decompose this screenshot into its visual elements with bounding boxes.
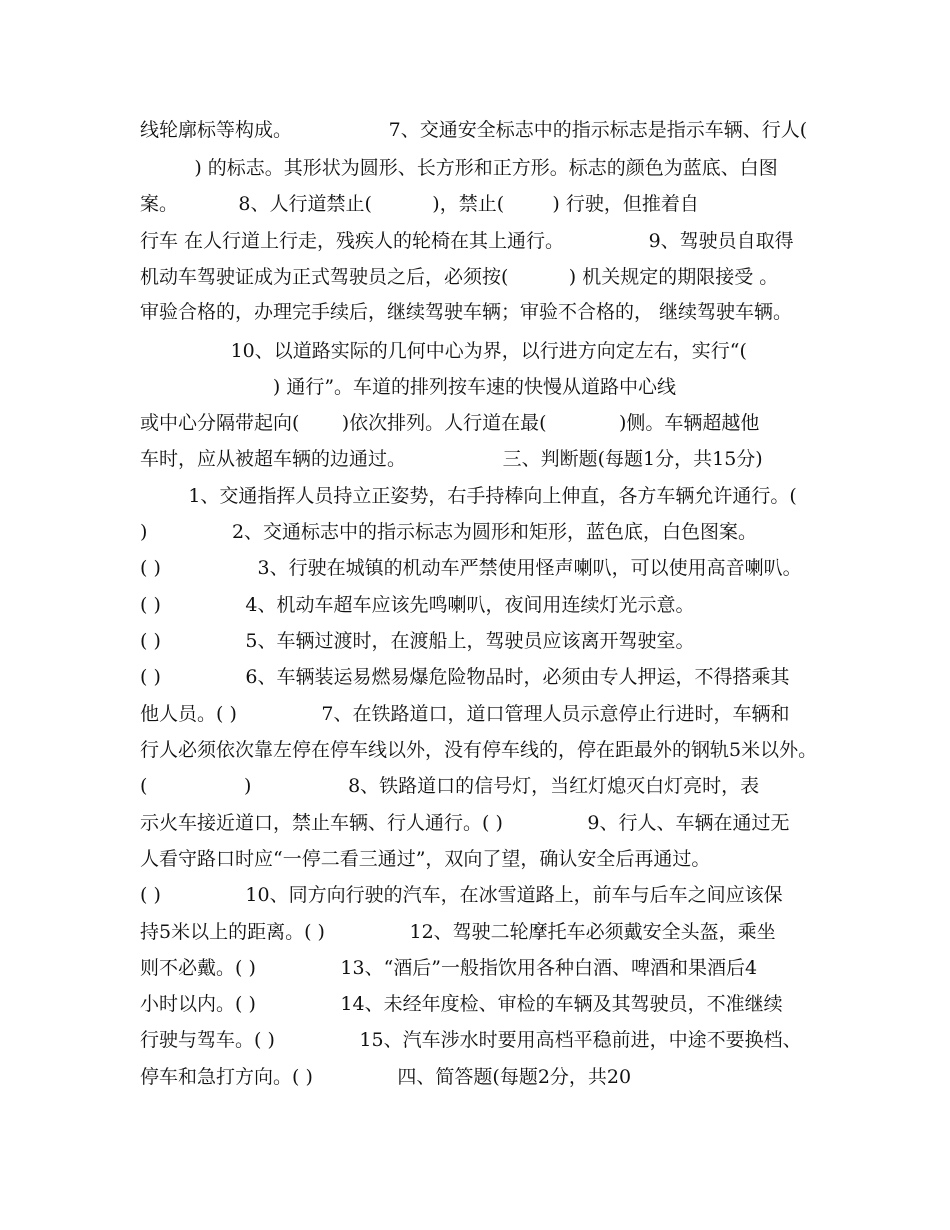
text-line: ( ) 4、机动车超车应该先鸣喇叭，夜间用连续灯光示意。 — [140, 594, 695, 616]
text-line: 则不必戴。( ) 13、“酒后”一般指饮用各种白酒、啤酒和果酒后4 — [140, 957, 758, 979]
text-line: ( ) 8、铁路道口的信号灯，当红灯熄灭白灯亮时，表 — [140, 775, 760, 797]
text-line: ( ) 10、同方向行驶的汽车，在冰雪道路上，前车与后车之间应该保 — [140, 884, 783, 906]
text-line: 10、以道路实际的几何中心为界，以行进方向定左右，实行“( — [140, 340, 747, 362]
text-line: 线轮廓标等构成。 7、交通安全标志中的指示标志是指示车辆、行人( — [140, 119, 808, 141]
text-line: ) 的标志。其形状为圆形、长方形和正方形。标志的颜色为蓝底、白图 — [140, 157, 778, 179]
text-line: 审验合格的，办理完手续后，继续驾驶车辆；审验不合格的， 继续驾驶车辆。 — [140, 301, 793, 323]
text-line: ) 2、交通标志中的指示标志为圆形和矩形，蓝色底，白色图案。 — [140, 521, 758, 543]
text-line: 行车 在人行道上行走，残疾人的轮椅在其上通行。 9、驾驶员自取得 — [140, 230, 794, 252]
text-line: ( ) 5、车辆过渡时，在渡船上，驾驶员应该离开驾驶室。 — [140, 630, 695, 652]
text-line: 持5米以上的距离。( ) 12、驾驶二轮摩托车必须戴安全头盔，乘坐 — [140, 921, 776, 943]
text-line: 行人必须依次靠左停在停车线以外，没有停车线的，停在距最外的钢轨5米以外。 — [140, 739, 818, 761]
text-line: 机动车驾驶证成为正式驾驶员之后，必须按( ) 机关规定的期限接受 。 — [140, 266, 779, 288]
text-line: ( ) 6、车辆装运易燃易爆危险物品时，必须由专人押运，不得搭乘其 — [140, 666, 790, 688]
text-line: 车时，应从被超车辆的边通过。 三、判断题(每题1分，共15分) — [140, 448, 763, 470]
text-line: 或中心分隔带起向( )依次排列。人行道在最( )侧。车辆超越他 — [140, 412, 760, 434]
text-line: ( ) 3、行驶在城镇的机动车严禁使用怪声喇叭，可以使用高音喇叭。 — [140, 557, 802, 579]
text-line: 行驶与驾车。( ) 15、汽车涉水时要用高档平稳前进，中途不要换档、 — [140, 1029, 802, 1051]
text-line: 案。 8、人行道禁止( )，禁止( ) 行驶，但推着自 — [140, 193, 699, 215]
text-line: 他人员。( ) 7、在铁路道口，道口管理人员示意停止行进时，车辆和 — [140, 703, 790, 725]
text-line: 示火车接近道口，禁止车辆、行人通行。( ) 9、行人、车辆在通过无 — [140, 812, 790, 834]
text-line: 停车和急打方向。( ) 四、简答题(每题2分，共20 — [140, 1066, 632, 1088]
text-line: 人看守路口时应“一停二看三通过”，双向了望，确认安全后再通过。 — [140, 848, 711, 870]
text-line: 小时以内。( ) 14、未经年度检、审检的车辆及其驾驶员，不准继续 — [140, 993, 783, 1015]
text-line: ) 通行”。车道的排列按车速的快慢从道路中心线 — [140, 376, 677, 398]
text-line: 1、交通指挥人员持立正姿势，右手持棒向上伸直，各方车辆允许通行。( — [140, 485, 797, 507]
